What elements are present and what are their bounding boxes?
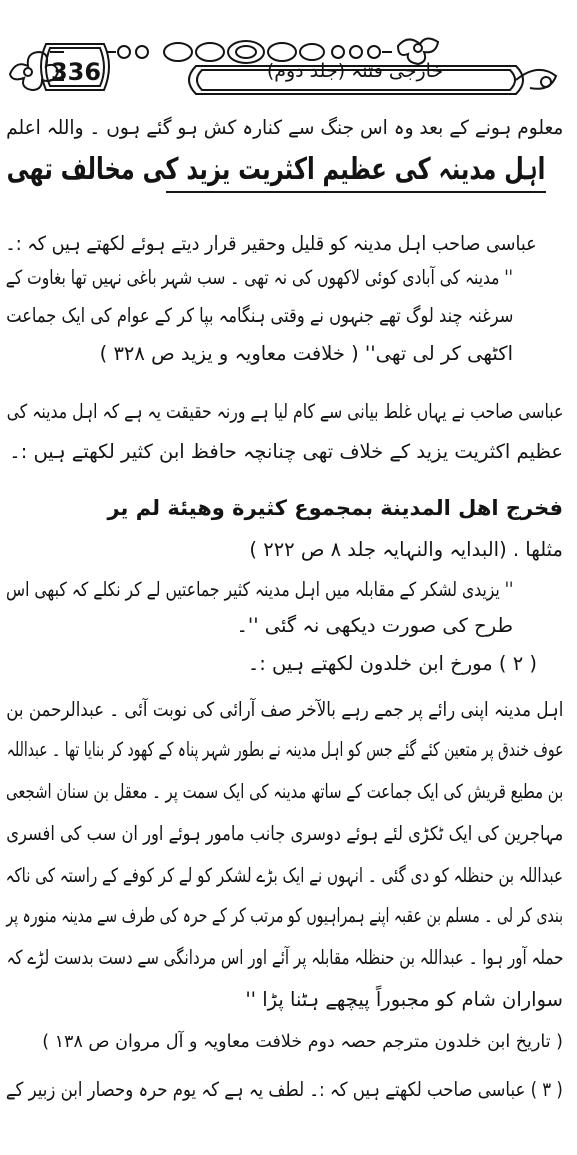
running-head: خارجی فتنہ (جلد دوم) bbox=[266, 60, 444, 82]
text-line: مہاجرین کی ایک ٹکڑی لئے ہوئے دوسری جانب مامور ہوئے اور ان سب کی افسری bbox=[6, 822, 563, 845]
intro-line: معلوم ہونے کے بعد وہ اس جنگ سے کنارہ کش ہو گئے ہوں ۔ واللہ اعلم bbox=[5, 116, 563, 139]
quote-line: اکٹھی کر لی تھی'' ( خلافت معاویہ و یزید ص ۳۲۸ ) bbox=[99, 342, 513, 365]
text-line: ( ۲ ) مورخ ابن خلدون لکھتے ہیں :۔ bbox=[247, 652, 537, 675]
text-line: عباسی صاحب نے یہاں غلط بیانی سے کام لیا ہے ورنہ حقیقت یہ ہے کہ اہل مدینہ کی bbox=[6, 400, 563, 423]
quote-line: '' مدینہ کی آبادی کوئی لاکھوں کی نہ تھی ۔ سب شہر باغی نہیں تھا بغاوت کے bbox=[5, 266, 513, 289]
text-line: ( ۳ ) عباسی صاحب لکھتے ہیں کہ :۔ لطف یہ ہے کہ یوم حرہ وحصار ابن زبیر کے bbox=[5, 1078, 563, 1101]
text-line: عبداللہ بن حنظلہ کو دی گئی ۔ انہوں نے ایک بڑے لشکر کو لے کر کوفے کے راستہ کی ناکہ bbox=[5, 864, 563, 887]
text-line: اہل مدینہ اپنی رائے پر جمے رہے بالآخر صف آرائی کی نوبت آئی ۔ عبدالرحمن بن bbox=[5, 698, 563, 721]
citation-line: ( تاریخ ابن خلدون مترجم حصہ دوم خلافت معاویہ و آل مروان ص ۱۳۸ ) bbox=[42, 1032, 563, 1052]
heading-underline bbox=[166, 191, 546, 193]
text-line: عظیم اکثریت یزید کے خلاف تھی چنانچہ حافظ ابن کثیر لکھتے ہیں :۔ bbox=[9, 440, 563, 463]
text-line: عباسی صاحب اہل مدینہ کو قلیل وحقیر قرار دیتے ہوئے لکھتے ہیں کہ :۔ bbox=[5, 232, 537, 255]
arabic-quote-line: فخرج اهل المدينة بمجموع كثيرة وهيئة لم ير bbox=[107, 496, 563, 520]
text-line: بندی کر لی ۔ مسلم بن عقبہ اپنے ہمراہیوں کو مرتب کر کے حرہ کی طرف سے مدینہ منورہ پر bbox=[6, 904, 563, 927]
text-line: بن مطیع قریش کی ایک جماعت کے ساتھ مدینہ کی ایک سمت پر ۔ معقل بن سنان اشجعی bbox=[5, 780, 563, 803]
page-number: 336 bbox=[50, 58, 102, 86]
translation-line: طرح کی صورت دیکھی نہ گئی ''۔ bbox=[236, 614, 513, 637]
section-heading: اہل مدینہ کی عظیم اکثریت یزید کی مخالف تھی bbox=[6, 152, 545, 187]
text-line: عوف خندق پر متعین کئے گئے جس کو اہل مدینہ نے بطور شہر پناہ کے کھود کر بنایا تھا ۔ عبداللہ bbox=[6, 738, 563, 761]
translation-line: '' یزیدی لشکر کے مقابلہ میں اہل مدینہ کثیر جماعتیں لے کر نکلے کہ کبھی اس bbox=[5, 578, 513, 601]
citation-line: مثلها . (البدایہ والنہایہ جلد ۸ ص ۲۲۲ ) bbox=[249, 538, 563, 561]
quote-line: سرغنہ چند لوگ تھے جنہوں نے وقتی ہنگامہ بپا کر کے عوام کی ایک جماعت bbox=[5, 304, 513, 327]
text-line: حملہ آور ہوا ۔ عبداللہ بن حنظلہ مقابلہ پر آئے اور اس مردانگی سے دست بدست لڑے کہ bbox=[6, 946, 563, 969]
text-line: سواران شام کو مجبوراً پیچھے ہٹنا پڑا '' bbox=[245, 988, 563, 1011]
